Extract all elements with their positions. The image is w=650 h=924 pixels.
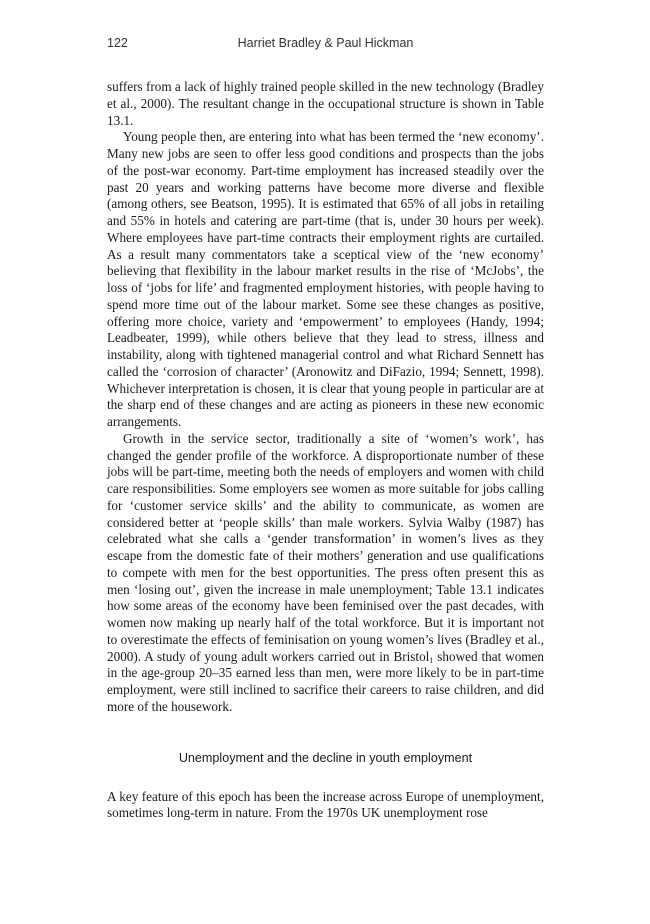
section-heading: Unemployment and the decline in youth employment — [178, 750, 473, 765]
page-header — [107, 36, 544, 56]
paragraph — [107, 431, 544, 716]
paragraph-text: Growth in the service sector, traditionally a site of ‘women’s work’, has changed the gender profile of the workforce. A disproportionate number of these jobs will be part-time, meeting both the needs of employers and women with child care responsibilities. Some employers see women as more suitable for jobs calling for ‘customer service skills’ and the ability to communicate, as women are considered better at ‘people skills’ than male workers. Sylvia Walby (1987) has celebrated what she calls a ‘gender transformation’ in women’s lives as they escape from the domestic fate of their mothers’ generation and use qualifications to compete with men for the best opportunities. The press often present this as men ‘losing out’, given the increase in male unemployment; Table 13.1 indicates how some areas of the economy have been feminised over the past decades, with women now making up nearly half of the total workforce. But it is important not to overestimate the effects of feminisation on young women’s lives (Bradley et al., 2000). A study of young adult workers carried out in Bristol — [107, 430, 544, 664]
page-number: 122 — [107, 36, 128, 50]
page-body — [107, 79, 544, 822]
running-head: Harriet Bradley & Paul Hickman — [237, 36, 414, 50]
paragraph-text: showed that women in the age-group 20–35 earned less than men, were more likely to be in part-time employment, were still inclined to sacrifice their careers to raise children, and did more of the housework. — [107, 648, 544, 714]
paragraph: Young people then, are entering into what has been termed the ‘new economy’. Many new jobs are seen to offer less good conditions and prospects than the jobs of the post-war economy. Part-time employment has increased steadily over the past 20 years and working patterns have become more diverse and flexible (among others, see Beatson, 1995). It is estimated that 65% of all jobs in retailing and 55% in hotels and catering are part-time (that is, under 30 hours per week). Where employees have part-time contracts their employment rights are curtailed. As a result many commentators take a sceptical view of the ‘new economy’ believing that flexibility in the labour market results in the rise of ‘McJobs’, the loss of ‘jobs for life’ and fragmented employment histories, with people having to spend more time out of the labour market. Some see these changes as positive, offering more choice, variety and ‘empowerment’ to employees (Handy, 1994; Leadbeater, 1999), while others believe that they lead to stress, illness and instability, along with tightened managerial control and what Richard Sennett has called the ‘corrosion of character’ (Aronowitz and DiFazio, 1994; Sennett, 1998). Whichever interpretation is chosen, it is clear that young people in particular are at the sharp end of these changes and are acting as pioneers in these new economic arrangements. — [107, 129, 544, 429]
paragraph: A key feature of this epoch has been the increase across Europe of unemployment, sometimes long-term in nature. From the 1970s UK unemployment rose — [107, 788, 544, 821]
footnote-marker: 1 — [429, 655, 434, 665]
paragraph: suffers from a lack of highly trained people skilled in the new technology (Bradley et al., 2000). The resultant change in the occupational structure is shown in Table 13.1. — [107, 79, 544, 128]
